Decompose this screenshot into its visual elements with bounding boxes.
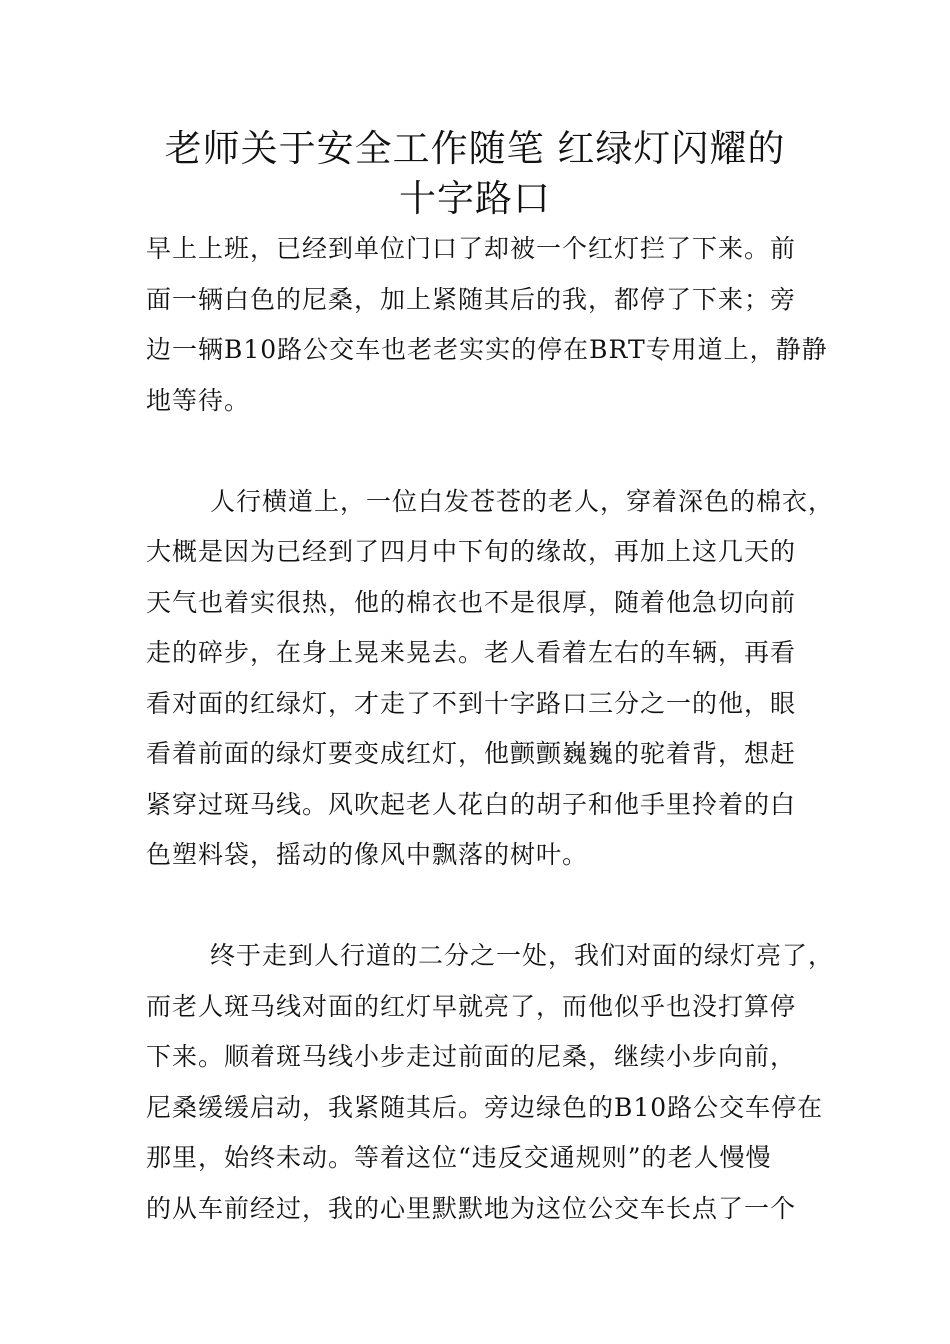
title-line-1: 老师关于安全工作随笔 红绿灯闪耀的: [164, 127, 786, 170]
paragraph-3: [146, 931, 836, 1234]
text-line: 大概是因为已经到了四月中下旬的缘故，再加上这几天的: [146, 537, 797, 566]
paragraph-2: [146, 477, 836, 881]
text-line: 面一辆白色的尼桑，加上紧随其后的我，都停了下来；旁: [146, 284, 797, 314]
title-line-2: 十字路口: [399, 177, 551, 220]
text-line: 尼桑缓缓启动，我紧随其后。旁边绿色的B10路公交车停在: [146, 1092, 824, 1122]
text-line: 色塑料袋，摇动的像风中飘落的树叶。: [146, 840, 589, 869]
paragraph-spacer: [146, 426, 836, 477]
text-line: 天气也着实很热，他的棉衣也不是很厚，随着他急切向前: [146, 587, 797, 617]
text-line: 终于走到人行道的二分之一处，我们对面的绿灯亮了，: [210, 941, 835, 970]
paragraph-spacer: [146, 881, 836, 932]
document-body: [146, 224, 836, 1234]
text-line: 走的碎步，在身上晃来晃去。老人看着左右的车辆，再看: [146, 638, 797, 667]
text-line: 紧穿过斑马线。风吹起老人花白的胡子和他手里拎着的白: [146, 789, 797, 819]
text-line: 看着前面的绿灯要变成红灯，他颤颤巍巍的驼着背，想赶: [146, 739, 797, 768]
text-line: 而老人斑马线对面的红灯早就亮了，而他似乎也没打算停: [146, 991, 797, 1021]
text-line: 下来。顺着斑马线小步走过前面的尼桑，继续小步向前，: [146, 1042, 797, 1071]
text-line: 的从车前经过，我的心里默默地为这位公交车长点了一个: [146, 1193, 797, 1223]
text-line: 边一辆B10路公交车也老老实实的停在BRT专用道上，静静: [146, 335, 828, 364]
document-title: [100, 124, 850, 224]
paragraph-1: [146, 224, 836, 426]
text-line: 人行横道上，一位白发苍苍的老人，穿着深色的棉衣，: [210, 486, 835, 516]
text-line: 地等待。: [146, 385, 251, 415]
text-line: 早上上班，已经到单位门口了却被一个红灯拦了下来。前: [146, 234, 797, 263]
text-line: 看对面的红绿灯，才走了不到十字路口三分之一的他，眼: [146, 688, 797, 718]
text-line: 那里，始终未动。等着这位“违反交通规则”的老人慢慢: [146, 1143, 772, 1172]
